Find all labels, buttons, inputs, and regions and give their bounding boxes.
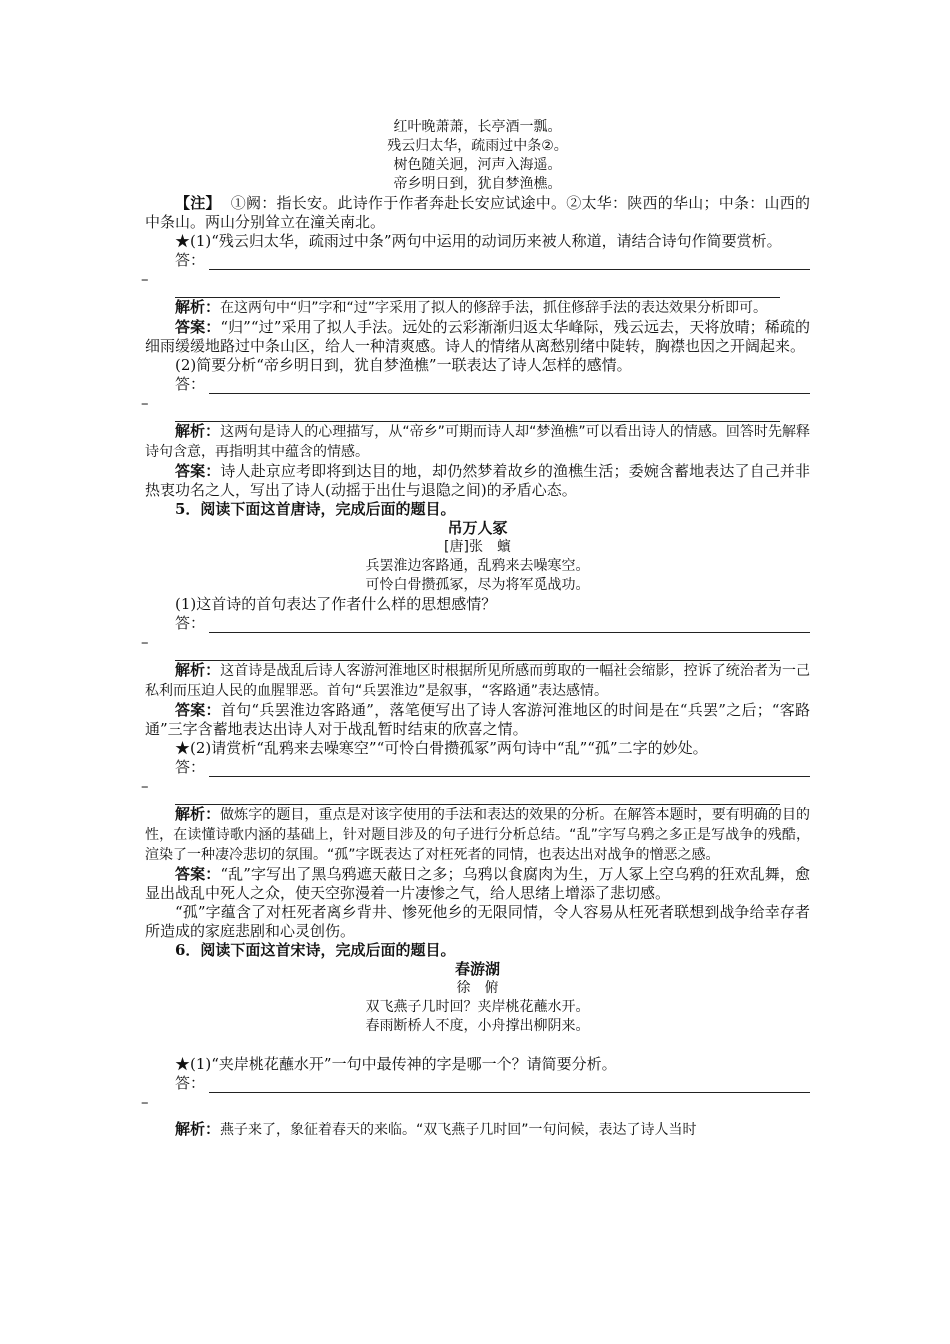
dash: – — [141, 777, 149, 795]
poem-title: 吊万人冢 — [447, 519, 508, 537]
poem-line: 帝乡明日到，犹自梦渔樵。 — [393, 176, 562, 192]
poem-line: 树色随关迥，河声入海遥。 — [393, 157, 562, 173]
poem-title: 春游湖 — [454, 960, 500, 978]
analysis: 解析：在这两句中“归”字和“过”字采用了拟人的修辞手法，抓住修辞手法的表达效果分析即可。 — [175, 298, 768, 316]
poem-line: 兵罢淮边客路通，乱鸦来去噪寒空。 — [365, 558, 590, 574]
poem-2 — [145, 557, 810, 595]
answer-line: 答： — [145, 375, 810, 394]
dash: – — [141, 394, 149, 412]
note — [145, 194, 810, 232]
answer-line: 答： — [145, 758, 810, 777]
poem-line: 可怜白骨攒孤冢，尽为将军觅战功。 — [365, 577, 590, 593]
question-2: (2)简要分析“帝乡明日到，犹自梦渔樵”一联表达了诗人怎样的感情。 — [175, 356, 632, 374]
note-text: ①阙：指长安。此诗作于作者奔赴长安应试途中。②太华：陕西的华山；中条：山西的中条山。两山分别耸立在潼关南北。 — [145, 194, 810, 231]
dash: – — [141, 633, 149, 651]
dash: – — [141, 270, 149, 288]
answer-key: 答案：“归”“过”采用了拟人手法。远处的云彩渐渐归返太华峰际，残云远去，天将放晴；稀疏的细雨缓缓地路过中条山区，给人一种清爽感。诗人的情绪从离愁别绪中陡转，胸襟也因之开阔起来。 — [145, 318, 810, 355]
poem-line: 红叶晚萧萧，长亭酒一瓢。 — [393, 119, 562, 135]
answer-line: 答： — [145, 251, 810, 270]
analysis: 解析：这首诗是战乱后诗人客游河淮地区时根据所见所感而剪取的一幅社会缩影，控诉了统治者为一己私利而压迫人民的血腥罪恶。首句“兵罢淮边”是叙事，“客路通”表达感情。 — [145, 661, 810, 699]
answer-key: 答案：首句“兵罢淮边客路通”，落笔便写出了诗人客游河淮地区的时间是在“兵罢”之后；“客路通”三字含蓄地表达出诗人对于战乱暂时结束的欣喜之情。 — [145, 701, 810, 738]
analysis: 解析：做炼字的题目，重点是对该字使用的手法和表达的效果的分析。在解答本题时，要有明确的目的性，在读懂诗歌内涵的基础上，针对题目涉及的句子进行分析总结。“乱”字写乌鸦之多正是写战争的残酷，渲染了一种凄冷悲切的氛围。“孤”字既表达了对枉死者的同情，也表达出对战争的憎恶之感。 — [145, 805, 810, 863]
answer-key: 答案：“乱”字写出了黑乌鸦遮天蔽日之多；乌鸦以食腐肉为生，万人冢上空乌鸦的狂欢乱舞，愈显出战乱中死人之众，使天空弥漫着一片凄惨之气，给人思绪上增添了悲切感。 — [145, 865, 810, 902]
question-5-2: ★(2)请赏析“乱鸦来去噪寒空”“可怜白骨攒孤冢”两句诗中“乱”“孤”二字的妙处。 — [175, 739, 708, 757]
poem-line: 春雨断桥人不度，小舟撑出柳阴来。 — [365, 1018, 590, 1034]
blank-line — [175, 413, 780, 422]
answer-key: 答案：诗人赴京应考即将到达目的地，却仍然梦着故乡的渔樵生活；委婉含蓄地表达了自己并非热衷功名之人，写出了诗人(动摇于出仕与退隐之间)的矛盾心态。 — [145, 462, 810, 499]
blank-line — [175, 652, 780, 661]
section-6-heading: 6．阅读下面这首宋诗，完成后面的题目。 — [175, 941, 456, 959]
answer-line: 答： — [145, 614, 810, 633]
question-5-1: (1)这首诗的首句表达了作者什么样的思想感情？ — [175, 595, 497, 613]
blank-line — [175, 796, 780, 805]
analysis: 解析：这两句是诗人的心理描写，从“帝乡”可期而诗人却“梦渔樵”可以看出诗人的情感。回答时先解释诗句含意，再指明其中蕴含的情感。 — [145, 422, 810, 460]
dash: – — [141, 1093, 149, 1111]
poem-author: 徐 俯 — [456, 980, 499, 996]
question-6-1: ★(1)“夹岸桃花蘸水开”一句中最传神的字是哪一个？请简要分析。 — [175, 1055, 617, 1073]
answer-line: 答： — [145, 1074, 810, 1093]
blank-line — [175, 289, 780, 298]
section-5-heading: 5．阅读下面这首唐诗，完成后面的题目。 — [175, 500, 456, 518]
answer-key-continued: “孤”字蕴含了对枉死者离乡背井、惨死他乡的无限同情，令人容易从枉死者联想到战争给幸存者所造成的家庭悲剧和心灵创伤。 — [145, 903, 810, 940]
analysis: 解析：燕子来了，象征着春天的来临。“双飞燕子几时回”一句问候，表达了诗人当时 — [175, 1120, 697, 1138]
poem-line: 残云归太华，疏雨过中条②。 — [387, 138, 568, 154]
poem-3 — [145, 998, 810, 1036]
document-page — [141, 118, 810, 1140]
poem-author: [唐]张 蠙 — [444, 539, 511, 555]
poem-1 — [145, 118, 810, 194]
poem-line: 双飞燕子几时回？夹岸桃花蘸水开。 — [365, 999, 590, 1015]
note-label: 【注】 — [175, 194, 221, 212]
question-1: ★(1)“残云归太华，疏雨过中条”两句中运用的动词历来被人称道，请结合诗句作简要赏析。 — [175, 232, 782, 250]
